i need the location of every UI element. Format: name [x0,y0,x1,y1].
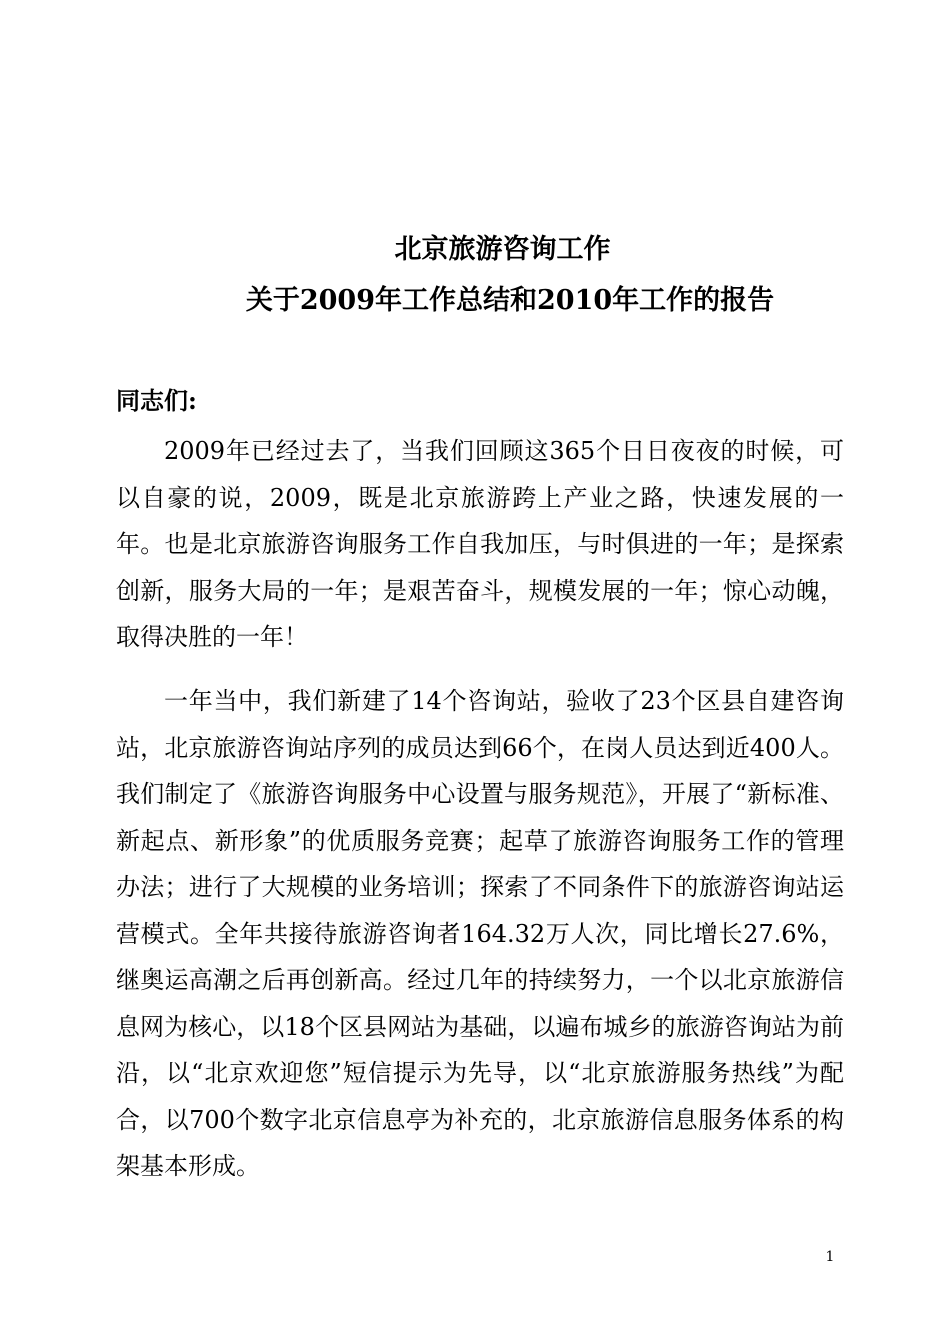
document-title-line-1: 北京旅游咨询工作 [394,234,611,265]
body-paragraph-1: 2009年已经过去了，当我们回顾这365个日日夜夜的时候，可以自豪的说，2009，既是北京旅游跨上产业之路，快速发展的一年。也是北京旅游咨询服务工作自我加压，与时俱进的一年；是探索创新，服务大局的一年；是艰苦奋斗，规模发展的一年；惊心动魄，取得决胜的一年！ [116,437,844,651]
page-number: 1 [825,1249,835,1265]
body-paragraph-2: 一年当中，我们新建了14个咨询站，验收了23个区县自建咨询站，北京旅游咨询站序列的成员达到66个，在岗人员达到近400人。我们制定了《旅游咨询服务中心设置与服务规范》，开展了“新标准、新起点、新形象”的优质服务竞赛；起草了旅游咨询服务工作的管理办法；进行了大规模的业务培训；探索了不同条件下的旅游咨询站运营模式。全年共接待旅游咨询者164.32万人次，同比增长27.6%，继奥运高潮之后再创新高。经过几年的持续努力，一个以北京旅游信息网为核心，以18个区县网站为基础，以遍布城乡的旅游咨询站为前沿，以“北京欢迎您”短信提示为先导，以“北京旅游服务热线”为配合，以700个数字北京信息亭为补充的，北京旅游信息服务体系的构架基本形成。 [116,687,844,1180]
document-title-line-2: 关于2009年工作总结和2010年工作的报告 [245,285,775,316]
salutation: 同志们: [116,386,197,415]
